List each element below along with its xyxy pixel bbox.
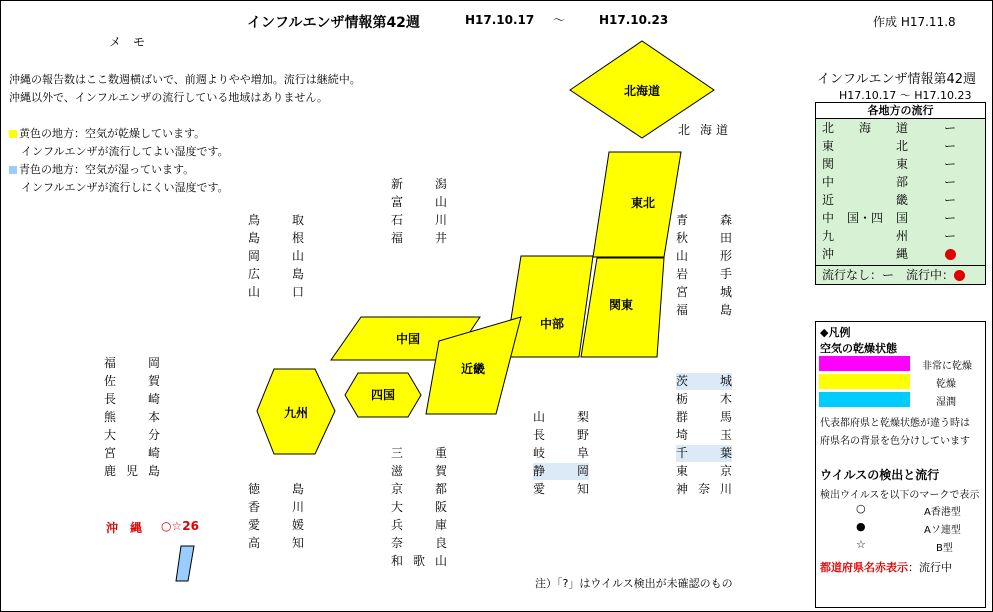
epidemic-dot-icon (954, 270, 965, 281)
red-name-legend: 都道府県名赤表示：流行中 (820, 561, 952, 574)
label-kyushu: 九州 (283, 406, 309, 420)
region-status-row: 関 東 ー (822, 157, 956, 171)
prefecture-name-kanto: 埼 玉 (676, 428, 732, 442)
label-hokkaido: 北海道 (623, 84, 661, 98)
virus-subtitle: 検出ウイルスを以下のマークで表示 (820, 490, 980, 501)
prefecture-name-kyushu: 鹿 児 島 (104, 464, 160, 478)
prefecture-name-hokkaido: 北 海 道 (678, 123, 728, 137)
legend-title: ◆凡例 (820, 326, 851, 339)
prefecture-name-tohoku: 福 島 (676, 303, 732, 317)
epidemic-dot-icon (945, 249, 956, 260)
region-status-row: 近 畿 ー (822, 193, 956, 207)
prefecture-name-chubu: 愛 知 (533, 482, 589, 496)
yellow-note-2: インフルエンザが流行してよい湿度です。 (21, 145, 229, 158)
prefecture-name-chugoku: 岡 山 (248, 249, 304, 263)
label-kinki: 近畿 (460, 362, 486, 376)
prefecture-name-chubu: 静 岡 (533, 464, 589, 478)
region-status-table (815, 102, 986, 285)
prefecture-name-hokuriku: 富 山 (391, 195, 447, 209)
memo-label: メ モ (109, 35, 146, 49)
okinawa-shape (176, 546, 194, 581)
prefecture-name-kanto: 群 馬 (676, 410, 732, 424)
memo-line-2: 沖縄以外で、インフルエンザの流行している地域はありません。 (9, 91, 328, 104)
region-status-row: 中 部 ー (822, 175, 956, 189)
prefecture-name-kinki: 京 都 (391, 482, 447, 496)
virus-title: ウイルスの検出と流行 (820, 468, 940, 482)
blue-note-2: インフルエンザが流行しにくい湿度です。 (21, 181, 229, 194)
prefecture-name-kanto: 神 奈 川 (676, 482, 732, 496)
prefecture-name-kinki: 滋 賀 (391, 464, 447, 478)
humid-swatch (819, 392, 910, 407)
prefecture-name-hokuriku: 新 潟 (391, 177, 447, 191)
label-tohoku: 東北 (630, 196, 656, 210)
prefecture-name-shikoku: 香 川 (248, 500, 304, 514)
prefecture-name-kyushu: 佐 賀 (104, 374, 160, 388)
region-chubu-shape (505, 256, 593, 357)
prefecture-name-kinki: 大 阪 (391, 500, 447, 514)
okinawa-virus-marks: ○☆26 (161, 519, 199, 533)
dryness-title: 空気の乾燥状態 (820, 342, 897, 355)
dry-swatch (819, 374, 910, 389)
prefecture-name-chubu: 長 野 (533, 428, 589, 442)
very-dry-swatch (819, 356, 910, 371)
prefecture-name-kinki: 三 重 (391, 446, 447, 460)
panel-title: インフルエンザ情報第42週 (817, 72, 977, 87)
label-kanto: 関東 (608, 298, 634, 312)
b-type-mark: ☆ (856, 538, 866, 551)
okinawa-label: 沖 縄 (106, 521, 143, 535)
prefecture-name-kinki: 奈 良 (391, 536, 447, 550)
label-chugoku: 中国 (395, 332, 421, 346)
prefecture-name-chugoku: 広 島 (248, 267, 304, 281)
table-header: 各地方の流行 (816, 103, 985, 119)
prefecture-name-kyushu: 大 分 (104, 428, 160, 442)
blue-note: 青色の地方：空気が湿っています。 (9, 161, 194, 177)
prefecture-name-kyushu: 長 崎 (104, 392, 160, 406)
prefecture-name-kinki: 兵 庫 (391, 518, 447, 532)
yellow-note: 黄色の地方：空気が乾燥しています。 (9, 125, 205, 141)
date-from: H17.10.17 (465, 13, 535, 27)
humid-label: 湿潤 (936, 397, 956, 408)
prefecture-name-tohoku: 宮 城 (676, 285, 732, 299)
prefecture-name-chugoku: 鳥 取 (248, 213, 304, 227)
prefecture-name-shikoku: 愛 媛 (248, 518, 304, 532)
region-status-row: 中 国・四 国 ー (822, 211, 956, 225)
report-title: インフルエンザ情報第42週 (247, 15, 420, 31)
prefecture-name-chugoku: 島 根 (248, 231, 304, 245)
a-hongkong-label: A香港型 (924, 507, 961, 518)
prefecture-name-kyushu: 熊 本 (104, 410, 160, 424)
prefecture-name-kinki: 和 歌 山 (391, 554, 447, 568)
b-type-label: B型 (936, 543, 953, 554)
dry-label: 乾燥 (936, 379, 956, 390)
a-ussr-mark: ● (856, 520, 866, 533)
legend-box (815, 321, 986, 608)
region-status-row: 沖 縄 (816, 245, 985, 263)
prefecture-name-kyushu: 宮 崎 (104, 446, 160, 460)
label-chubu: 中部 (539, 317, 565, 331)
panel-dates: H17.10.17 ～ H17.10.23 (839, 89, 972, 102)
legend-note-1: 代表都府県と乾燥状態が違う時は (820, 418, 970, 429)
prefecture-name-tohoku: 岩 手 (676, 267, 732, 281)
region-status-row: 北 海 道 ー (822, 121, 956, 135)
date-to: H17.10.23 (599, 13, 669, 27)
prefecture-name-hokuriku: 福 井 (391, 231, 447, 245)
table-footer: 流行なし：ー 流行中： (816, 265, 985, 284)
region-status-row: 九 州 ー (822, 229, 956, 243)
label-shikoku: 四国 (370, 388, 396, 402)
prefecture-name-chubu: 山 梨 (533, 410, 589, 424)
prefecture-name-shikoku: 徳 島 (248, 482, 304, 496)
prefecture-name-chugoku: 山 口 (248, 285, 304, 299)
prefecture-name-tohoku: 秋 田 (676, 231, 732, 245)
prefecture-name-shikoku: 高 知 (248, 536, 304, 550)
a-ussr-label: Aソ連型 (924, 525, 961, 536)
legend-note-2: 府県名の背景を色分けしています (820, 436, 970, 447)
prefecture-name-tohoku: 山 形 (676, 249, 732, 263)
prefecture-name-kanto: 茨 城 (676, 374, 732, 388)
prefecture-name-chubu: 岐 阜 (533, 446, 589, 460)
date-tilde: ～ (553, 13, 566, 27)
prefecture-name-kyushu: 福 岡 (104, 356, 160, 370)
a-hongkong-mark: ○ (856, 502, 866, 515)
very-dry-label: 非常に乾燥 (922, 361, 972, 372)
prefecture-name-hokuriku: 石 川 (391, 213, 447, 227)
created-date: 作成 H17.11.8 (873, 15, 956, 29)
footnote: 注）「?」はウイルス検出が未確認のもの (535, 577, 733, 590)
prefecture-name-kanto: 千 葉 (676, 446, 732, 460)
region-status-row: 東 北 ー (822, 139, 956, 153)
prefecture-name-tohoku: 青 森 (676, 213, 732, 227)
memo-line-1: 沖縄の報告数はここ数週横ばいで、前週よりやや増加。流行は継続中。 (9, 73, 361, 86)
prefecture-name-kanto: 東 京 (676, 464, 732, 478)
prefecture-name-kanto: 栃 木 (676, 392, 732, 406)
